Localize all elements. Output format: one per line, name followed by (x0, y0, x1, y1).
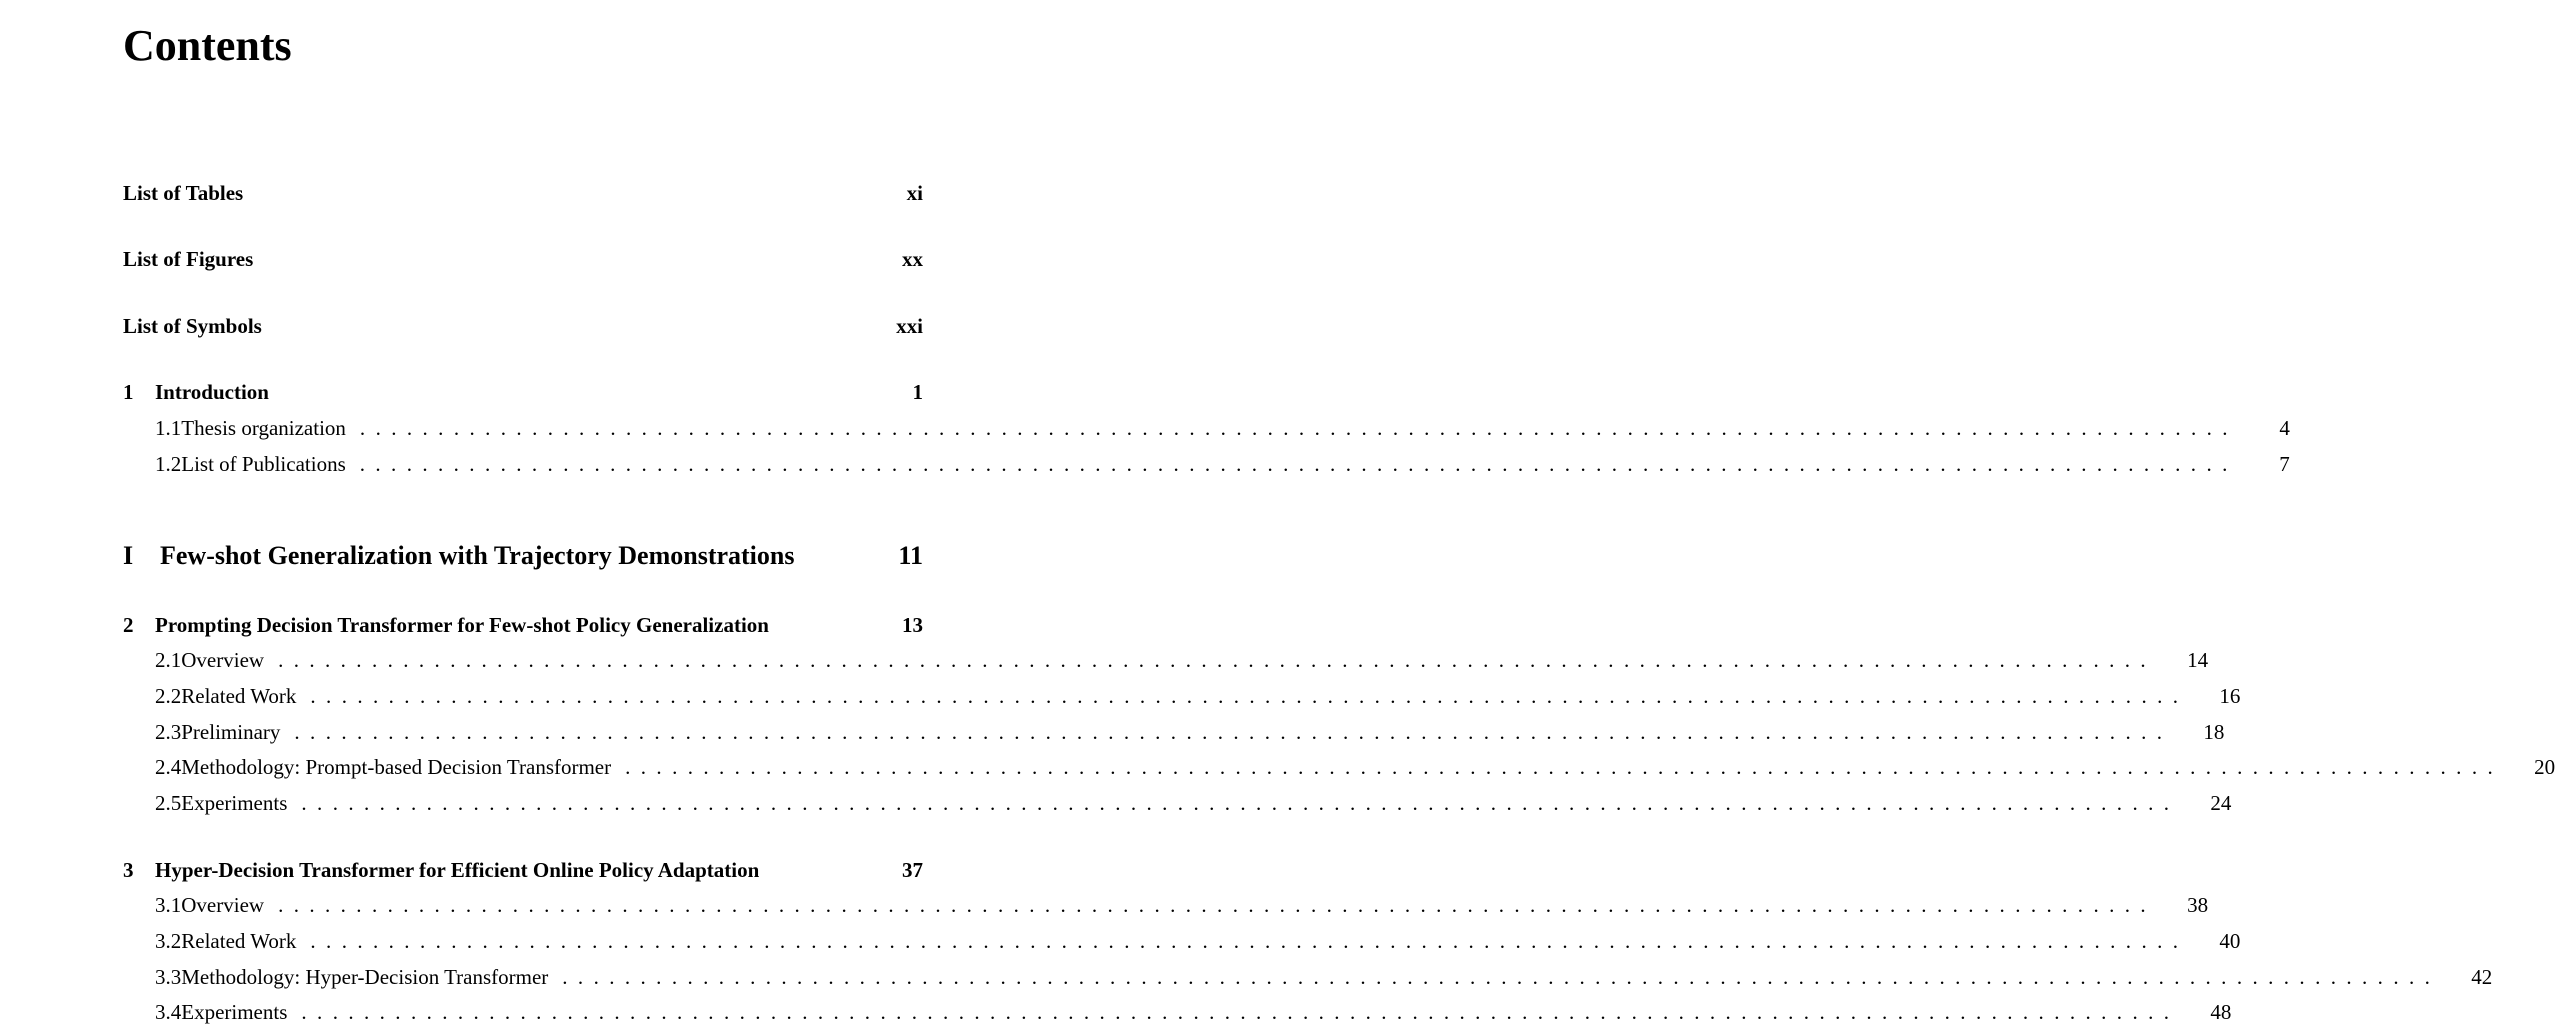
section-page: 40 (2219, 928, 2241, 953)
section-page: 16 (2219, 683, 2241, 708)
section-title: Experiments (181, 790, 288, 815)
part-number: I (123, 541, 134, 570)
toc-section-2-5[interactable] (123, 788, 2232, 818)
chapter-title: Hyper-Decision Transformer for Efficient Online Policy Adaptation (155, 857, 760, 882)
section-number: 1.2 (155, 451, 182, 476)
section-number: 3.3 (155, 964, 182, 989)
dot-leader: ........................................................................................................................ (359, 451, 2238, 476)
toc-section-2-4[interactable] (123, 752, 2555, 782)
dot-leader: ........................................................................................................................ (310, 683, 2189, 708)
toc-section-1-2[interactable] (123, 449, 2290, 479)
chapter-page: 13 (902, 612, 923, 637)
dot-leader: ........................................................................................................................ (310, 928, 2189, 953)
section-title: Related Work (181, 928, 297, 953)
section-number: 2.1 (155, 647, 182, 672)
dot-leader: ........................................................................................................................ (625, 754, 2504, 779)
section-number: 2.3 (155, 719, 182, 744)
section-title: Preliminary (181, 719, 281, 744)
section-number: 3.4 (155, 999, 182, 1024)
part-title: Few-shot Generalization with Trajectory Demonstrations (160, 541, 795, 570)
toc-chapter-3[interactable] (123, 855, 923, 885)
dot-leader: ........................................................................................................................ (278, 892, 2157, 917)
section-title: List of Publications (181, 451, 346, 476)
toc-section-2-1[interactable] (123, 645, 2209, 675)
section-number: 3.2 (155, 928, 182, 953)
chapter-number: 1 (123, 379, 134, 404)
part-page: 11 (898, 541, 923, 570)
chapter-page: 1 (912, 379, 923, 404)
section-page: 14 (2187, 647, 2209, 672)
section-title: Thesis organization (181, 415, 346, 440)
entry-label: List of Tables (123, 180, 244, 205)
section-page: 42 (2471, 964, 2493, 989)
section-number: 1.1 (155, 415, 182, 440)
section-number: 2.2 (155, 683, 182, 708)
section-number: 2.4 (155, 754, 182, 779)
chapter-number: 3 (123, 857, 134, 882)
section-page: 18 (2203, 719, 2225, 744)
section-number: 3.1 (155, 892, 182, 917)
toc-entry-list-of-tables[interactable] (123, 178, 923, 208)
toc-section-1-1[interactable] (123, 413, 2290, 443)
section-page: 38 (2187, 892, 2209, 917)
chapter-page: 37 (902, 857, 923, 882)
toc-section-3-2[interactable] (123, 926, 2241, 956)
dot-leader: ........................................................................................................................ (294, 719, 2173, 744)
entry-page: xi (906, 180, 923, 205)
section-page: 7 (2279, 451, 2290, 476)
toc-entry-list-of-figures[interactable] (123, 244, 923, 274)
toc-entry-list-of-symbols[interactable] (123, 311, 923, 341)
dot-leader: ........................................................................................................................ (301, 999, 2180, 1024)
dot-leader: ........................................................................................................................ (301, 790, 2180, 815)
section-number: 2.5 (155, 790, 182, 815)
toc-section-3-3[interactable] (123, 962, 2493, 992)
section-title: Overview (181, 647, 265, 672)
section-title: Methodology: Hyper-Decision Transformer (181, 964, 549, 989)
chapter-title: Prompting Decision Transformer for Few-shot Policy Generalization (155, 612, 769, 637)
page-title: Contents (123, 21, 292, 70)
dot-leader: ........................................................................................................................ (278, 647, 2157, 672)
dot-leader: ........................................................................................................................ (359, 415, 2238, 440)
section-title: Methodology: Prompt-based Decision Transformer (181, 754, 612, 779)
dot-leader: ........................................................................................................................ (562, 964, 2441, 989)
section-page: 24 (2210, 790, 2232, 815)
entry-page: xxi (896, 313, 923, 338)
toc-chapter-2[interactable] (123, 610, 923, 640)
entry-label: List of Figures (123, 246, 254, 271)
entry-page: xx (902, 246, 923, 271)
section-page: 4 (2279, 415, 2290, 440)
toc-section-2-3[interactable] (123, 717, 2225, 747)
section-title: Overview (181, 892, 265, 917)
toc-section-2-2[interactable] (123, 681, 2241, 711)
section-title: Experiments (181, 999, 288, 1024)
toc-chapter-1[interactable] (123, 377, 923, 407)
toc-section-3-4[interactable] (123, 997, 2232, 1027)
chapter-number: 2 (123, 612, 134, 637)
section-page: 20 (2534, 754, 2555, 779)
section-title: Related Work (181, 683, 297, 708)
entry-label: List of Symbols (123, 313, 262, 338)
chapter-title: Introduction (155, 379, 269, 404)
toc-part-1[interactable] (123, 538, 923, 574)
toc-section-3-1[interactable] (123, 890, 2209, 920)
section-page: 48 (2210, 999, 2232, 1024)
